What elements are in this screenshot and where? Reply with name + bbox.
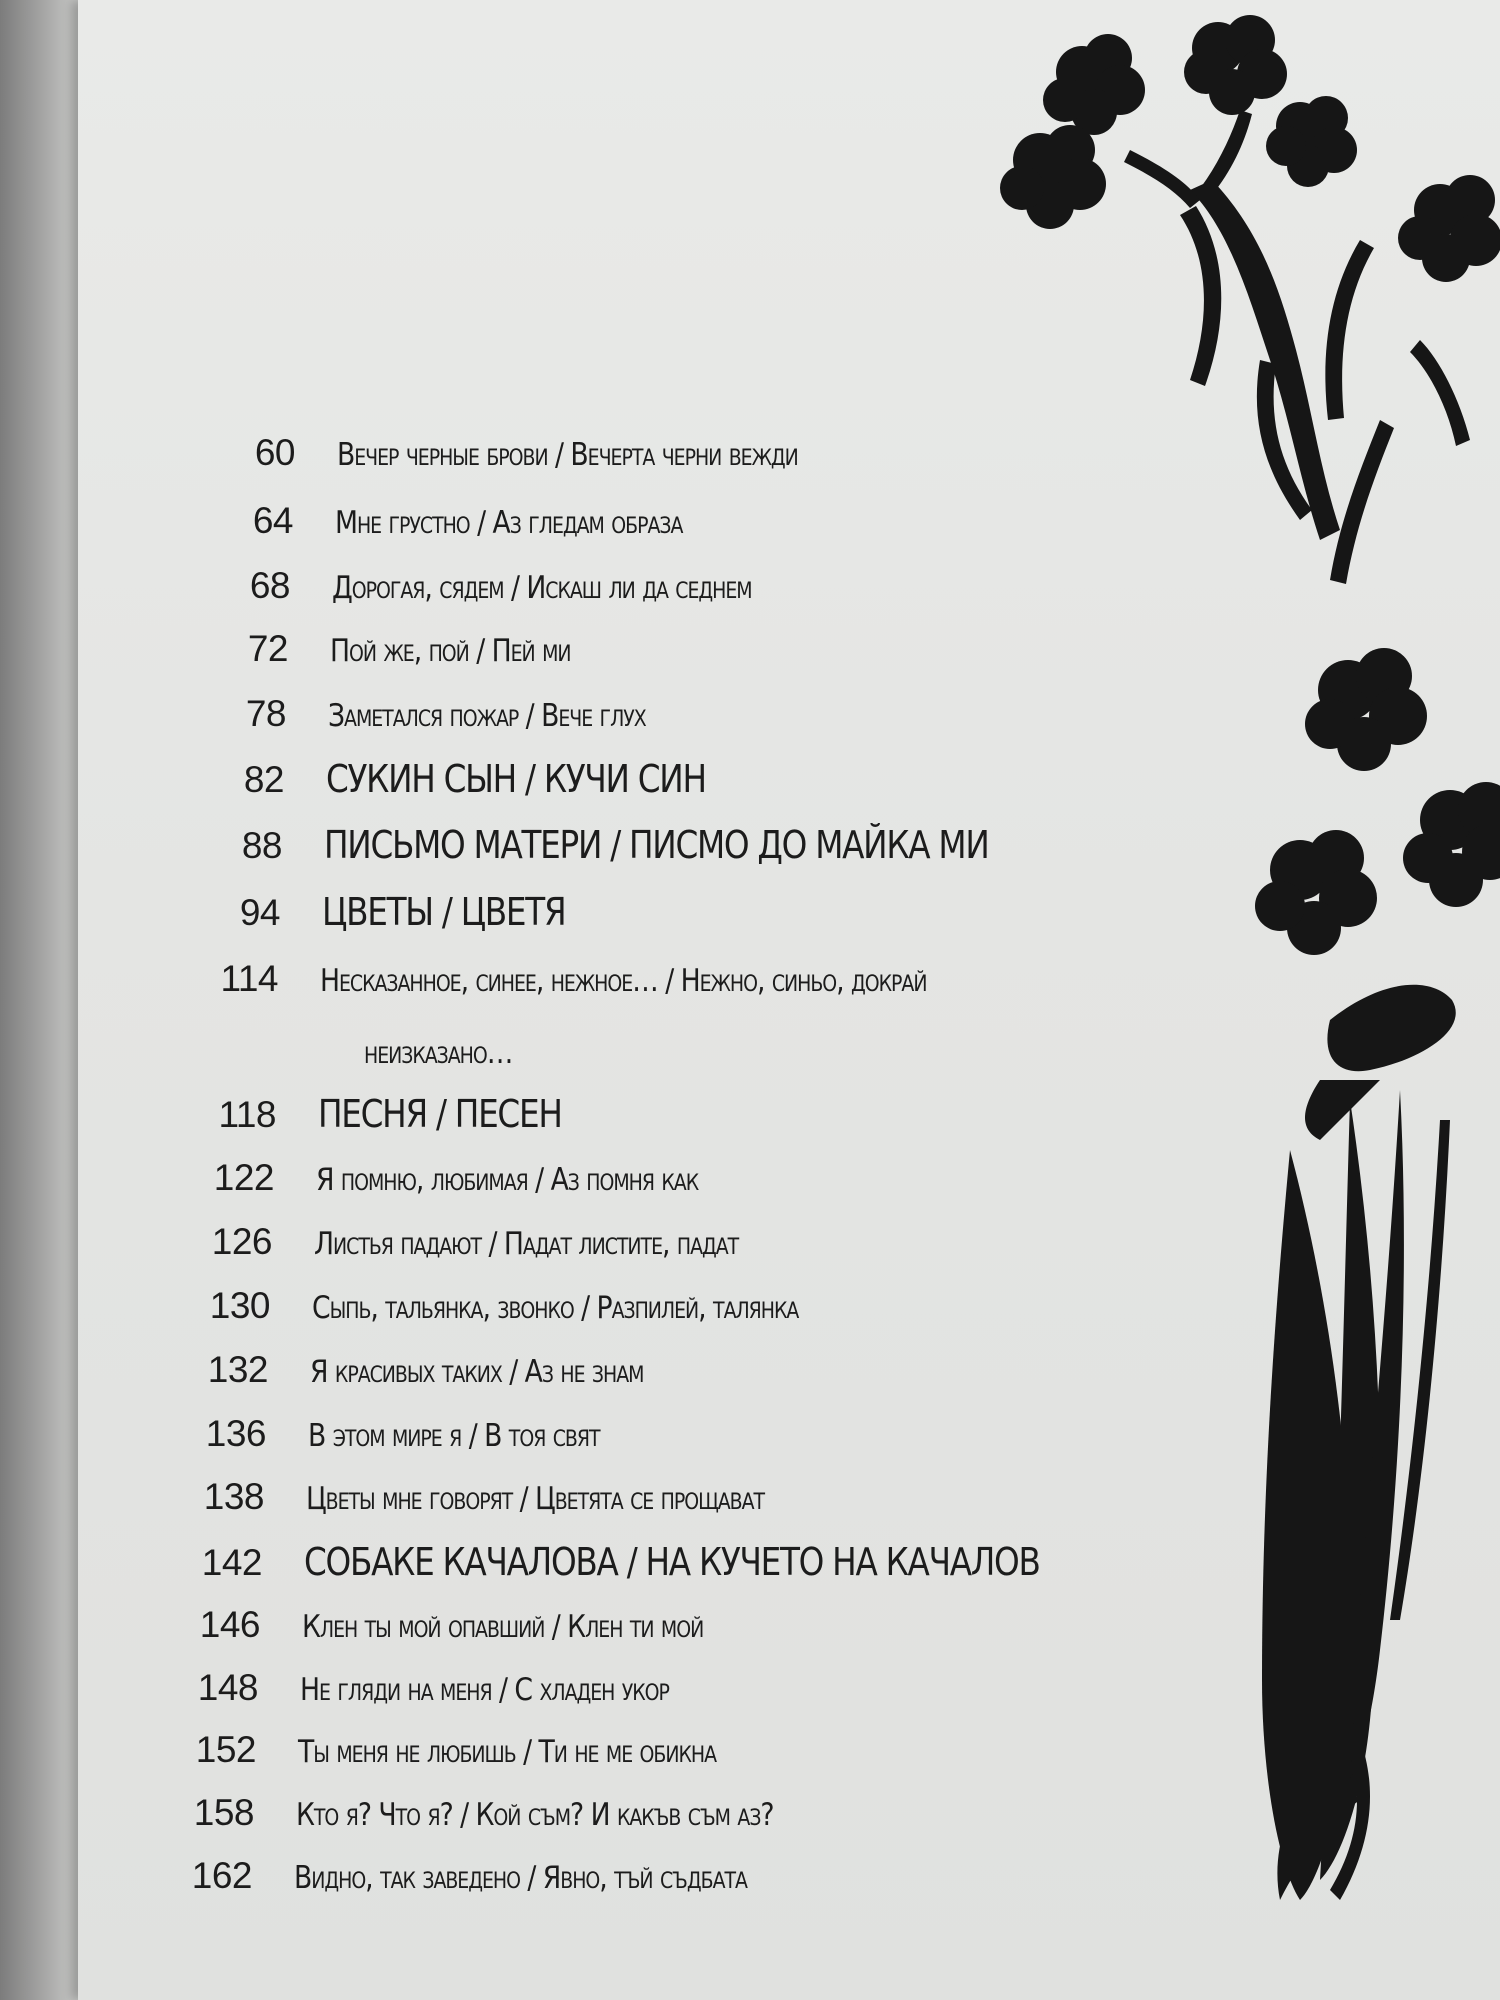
poem-title: Я красивых таких / Аз не знам (310, 1354, 644, 1390)
toc-entry (182, 1221, 807, 1263)
page-number: 158 (193, 1792, 254, 1833)
page-number: 146 (199, 1604, 260, 1645)
toc-entry (184, 1157, 760, 1199)
page-number: 114 (220, 958, 278, 999)
page-number: 118 (218, 1094, 276, 1135)
page-number: 152 (195, 1729, 256, 1770)
poem-title: Ты меня не любишь / Ти не ме обикна (298, 1734, 717, 1770)
page-number: 130 (209, 1285, 270, 1326)
page-number: 72 (247, 628, 288, 669)
poem-title: Кто я? Что я? / Кой съм? И какъв съм аз? (296, 1797, 774, 1833)
toc-entry (178, 1349, 698, 1391)
page-number: 68 (249, 565, 290, 606)
toc-entry (203, 500, 739, 542)
poem-title: Не гляди на меня / С хладен укор (300, 1672, 669, 1708)
page-number: 78 (245, 693, 286, 734)
page-number: 64 (252, 500, 293, 541)
poem-title: ПИСЬМО МАТЕРИ / ПИСМО ДО МАЙКА МИ (324, 823, 989, 867)
page-number: 126 (211, 1221, 272, 1262)
page-number: 88 (241, 825, 282, 866)
poem-title: Дорогая, сядем / Искаш ли да седнем (332, 570, 752, 606)
page-number: 122 (213, 1157, 274, 1198)
toc-entry (194, 757, 768, 801)
page-number: 94 (239, 892, 280, 933)
poem-title: Несказанное, синее, нежное… / Нежно, синьо, докрай (320, 963, 927, 999)
toc-entry (192, 823, 1097, 867)
poem-title-continuation: неизказано… (364, 1035, 513, 1071)
toc-entry (190, 890, 605, 934)
toc-entry (162, 1855, 821, 1897)
poem-title: Заметался пожар / Вече глух (328, 698, 646, 734)
page-number: 82 (243, 759, 284, 800)
toc-entry (166, 1729, 784, 1771)
poem-title: В этом мире я / В тоя свят (308, 1418, 600, 1454)
toc-entry (170, 1604, 769, 1646)
toc-entry (205, 432, 873, 474)
poem-title: Видно, так заведено / Явно, тъй съдбата (294, 1860, 747, 1896)
poem-title: СОБАКЕ КАЧАЛОВА / НА КУЧЕТО НА КАЧАЛОВ (304, 1540, 1040, 1584)
toc-entry (200, 565, 820, 607)
poem-title: Сыпь, тальянка, звонко / Разпилей, талянка (312, 1290, 799, 1326)
toc-entry (174, 1476, 839, 1518)
toc-entry (172, 1540, 1159, 1584)
poem-title: ПЕСНЯ / ПЕСЕН (318, 1092, 562, 1136)
toc-entry (196, 693, 697, 735)
poem-title: ЦВЕТЫ / ЦВЕТЯ (322, 890, 566, 934)
toc-entry (186, 1092, 601, 1136)
toc-entry (176, 1413, 647, 1455)
page-number: 162 (191, 1855, 252, 1896)
page-number: 138 (203, 1476, 264, 1517)
page-number: 60 (254, 432, 295, 473)
toc-entry (164, 1792, 851, 1834)
poem-title: Вечер черные брови / Вечерта черни вежди (337, 437, 798, 473)
poem-title: Я помню, любимая / Аз помня как (316, 1162, 699, 1198)
page-number: 132 (207, 1349, 268, 1390)
poem-title: Пой же, пой / Пей ми (330, 633, 571, 669)
page-number: 142 (201, 1542, 262, 1583)
page-number: 136 (205, 1413, 266, 1454)
poem-title: Цветы мне говорят / Цветята се прощават (306, 1481, 765, 1517)
page-number: 148 (197, 1667, 258, 1708)
poem-title: СУКИН СЫН / КУЧИ СИН (326, 757, 706, 801)
poem-title: Листья падают / Падат листите, падат (314, 1226, 739, 1262)
poem-title: Мне грустно / Аз гледам образа (335, 505, 683, 541)
toc-entry (198, 628, 610, 670)
toc-entry (180, 1285, 877, 1327)
poem-title: Клен ты мой опавший / Клен ти мой (302, 1609, 704, 1645)
toc-entry (168, 1667, 729, 1709)
toc-entry (188, 958, 1025, 1000)
